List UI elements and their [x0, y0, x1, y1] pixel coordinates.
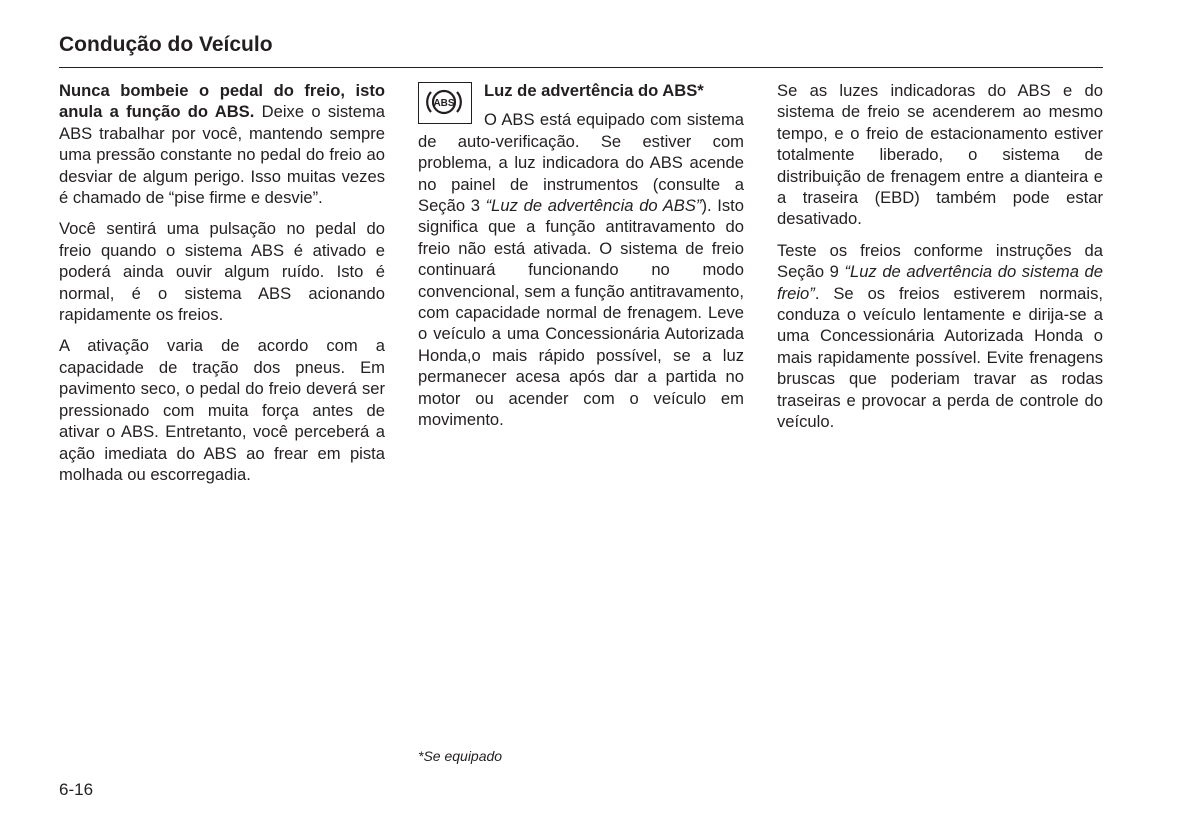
- bold-lead: Nunca bombeie o pedal do freio, isto anula a função do ABS.: [59, 81, 385, 122]
- section-heading: Luz de advertência do ABS*: [484, 81, 704, 100]
- paragraph-text: Deixe o sistema ABS trabalhar por você, mantendo sempre uma pressão constante no pedal do freio ao desviar de algum perigo. Isso muitas vezes é chamado de “pise firme e desvie”.: [59, 102, 386, 208]
- column-1: [59, 80, 385, 495]
- paragraph: A ativação varia de acordo com a capacidade de tração dos pneus. Em pavimento seco, o pedal do freio deverá ser pressionado com muita força antes de ativar o ABS. Entretanto, você perceberá a ação imediata do ABS ao frear em pista molhada ou escorregadia.: [59, 336, 385, 484]
- italic-reference: “Luz de advertência do sistema de freio”: [777, 262, 1103, 303]
- paragraph: Você sentirá uma pulsação no pedal do freio quando o sistema ABS é ativado e poderá ainda ouvir algum ruído. Isto é normal, é o sistema ABS acionando rapidamente os freios.: [59, 219, 385, 325]
- column-3: [777, 80, 1103, 443]
- paragraph: [418, 109, 744, 430]
- paragraph-text: O ABS está equipado com sistema de auto-verificação. Se estiver com problema, a luz indicadora do ABS acende no painel de instrumentos (consulte a Seção 3: [418, 110, 744, 216]
- paragraph-text: Teste os freios conforme instruções da Seção 9: [777, 240, 1103, 282]
- page-number: 6-16: [59, 780, 94, 799]
- page-title: Condução do Veículo: [59, 33, 273, 56]
- paragraph-text: . Se os freios estiverem normais, conduza o veículo lentamente e dirija-se a uma Concessionária Autorizada Honda o mais rapidamente possível. Evite frenagens bruscas que poderiam travar as rodas traseiras e provocar a perda de controle do veículo.: [777, 283, 1103, 432]
- paragraph: [59, 80, 385, 208]
- paragraph: [777, 240, 1103, 433]
- abs-warning-icon: [418, 82, 472, 124]
- paragraph: Se as luzes indicadoras do ABS e do sistema de freio se acenderem ao mesmo tempo, e o freio de estacionamento estiver totalmente liberado, o sistema de distribuição de frenagem entre a dianteira e a traseira (EBD) também pode estar desativado.: [777, 81, 1103, 229]
- abs-symbol-icon: [424, 85, 464, 119]
- paragraph-text: ). Isto significa que a função antitravamento do freio não está ativada. O sistema de freio continuará funcionando no modo convencional, sem a função antitravamento, com capacidade normal de frenagem. Leve o veículo a uma Concessionária Autorizada Honda,o mais rápido possível, se a luz permanecer acesa após dar a partida no motor ou acender com o veículo em movimento.: [418, 196, 744, 430]
- column-2: [418, 80, 744, 441]
- header-rule: [59, 67, 1103, 68]
- italic-reference: “Luz de advertência do ABS”: [485, 196, 702, 216]
- footnote: *Se equipado: [418, 748, 503, 764]
- abs-icon-label: ABS: [433, 98, 455, 109]
